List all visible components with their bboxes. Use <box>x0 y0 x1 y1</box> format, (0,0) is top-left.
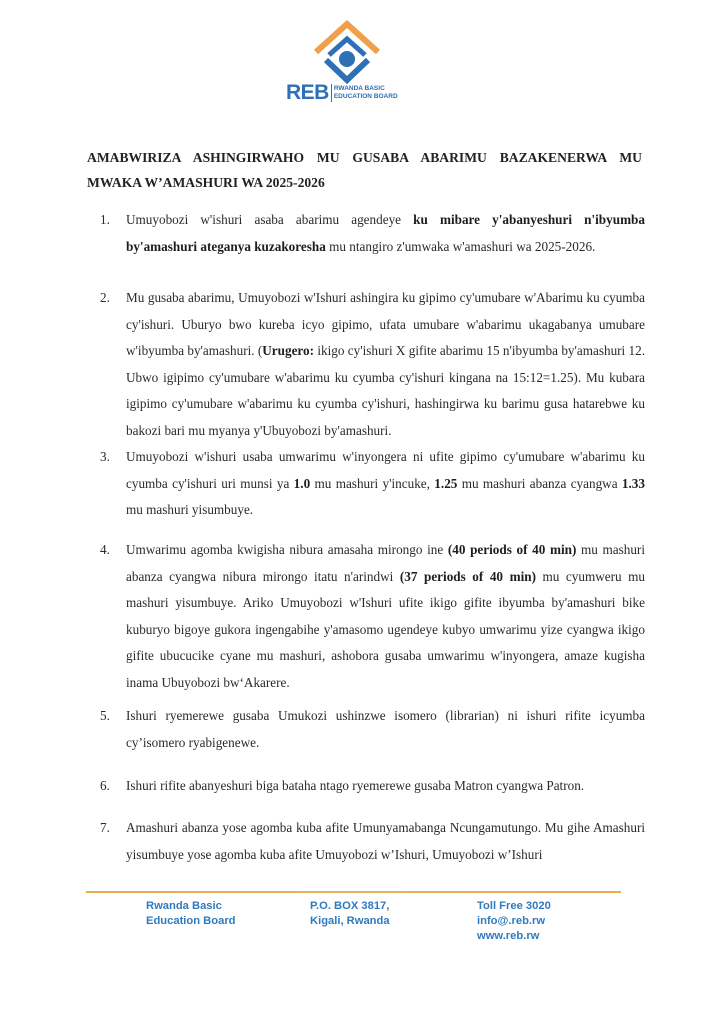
list-item <box>90 207 645 260</box>
item-text-segment: mu ntangiro z'umwaka w'amashuri wa 2025-2026. <box>325 238 596 254</box>
reb-logo <box>280 20 444 104</box>
footer-org-line-2: Education Board <box>146 915 236 927</box>
item-number: 2. <box>100 290 110 305</box>
list-item <box>90 815 645 868</box>
item-text-segment: Umwarimu agomba kwigisha nibura amasaha mirongo ine <box>126 542 448 557</box>
item-text-segment: Ishuri ryemerewe gusaba Umukozi ushinzwe isomero (librarian) ni ishuri rifite icyumba cy’isomero ryabigenewe. <box>126 708 645 750</box>
item-number: 4. <box>100 542 110 557</box>
list-item <box>90 537 645 696</box>
item-text <box>126 285 645 444</box>
item-text-segment: mu cyumweru mu mashuri yisumbuye. Ariko Umuyobozi w'Ishuri ufite ikigo gifite ibyumba by'amashuri bike kuburyo bigoye gukora ingengabihe y'amasomo ugendeye kubyo umwarimu yize cyangwa ikigo gifite ubucucike cyane mu mashuri, ashobora gusaba umwarimu w'inyongera, amaze kugisha inama Ubuyobozi bw‘Akarere. <box>126 568 645 690</box>
footer-contact <box>477 899 551 944</box>
item-number: 6. <box>100 778 110 793</box>
reb-emblem-icon <box>310 20 384 88</box>
item-text-segment: ikigo cy'ishuri X gifite abarimu 15 n'ibyumba by'amashuri 12. Ubwo igipimo cy'umubare w'abarimu ku cyumba cy'ishuri kingana na 15:12=1.25). Mu kubara igipimo cy'umubare w'abarimu ku cyumba cy'ishuri, hashingirwa ku barimu gusa hatarebwe ku bakozi bari mu myanya y'Ubuyobozi by'amashuri. <box>126 343 646 438</box>
logo-wordmark <box>286 82 398 103</box>
title-line-2: MWAKA W’AMASHURI WA 2025-2026 <box>87 175 325 190</box>
item-number: 3. <box>100 449 110 464</box>
item-text-bold: Urugero: <box>262 343 315 358</box>
item-text-bold: (37 periods of 40 min) <box>399 568 536 584</box>
logo-abbrev: REB <box>286 81 329 104</box>
title-line-1: AMABWIRIZA ASHINGIRWAHO MU GUSABA ABARIMU BAZAKENERWA MU <box>87 150 642 165</box>
item-text-bold: 1.33 <box>621 475 645 491</box>
footer-po-box: P.O. BOX 3817, <box>310 900 390 912</box>
logo-line-2: EDUCATION BOARD <box>333 92 398 100</box>
footer-toll-free: Toll Free 3020 <box>477 900 551 912</box>
list-item <box>90 444 645 524</box>
item-number: 5. <box>100 708 110 723</box>
footer-org-line-1: Rwanda Basic <box>146 900 222 912</box>
list-item <box>90 703 645 756</box>
item-text <box>126 207 645 260</box>
item-text <box>126 815 645 868</box>
item-text-segment: Umuyobozi w'ishuri usaba umwarimu w'inyongera ni ufite gipimo cy'umubare w'abarimu ku cyumba cy'ishuri uri munsi ya <box>126 449 645 491</box>
item-text-segment: Amashuri abanza yose agomba kuba afite Umunyamabanga Ncungamutungo. Mu gihe Amashuri yisumbuye yose agomba kuba afite Umuyobozi w’Ishuri, Umuyobozi w’Ishuri <box>126 820 645 862</box>
footer-email-link[interactable]: info@.reb.rw <box>477 915 546 927</box>
footer-city: Kigali, Rwanda <box>310 915 390 927</box>
logo-fullname <box>334 85 398 101</box>
footer-address <box>310 899 390 929</box>
item-number: 1. <box>100 212 110 227</box>
document-title <box>87 145 642 195</box>
logo-divider <box>331 84 332 102</box>
item-text-segment: mu mashuri y'incuke, <box>310 475 435 491</box>
item-text-segment: mu mashuri abanza cyangwa <box>457 475 622 491</box>
item-text <box>126 773 645 800</box>
logo-line-1: RWANDA BASIC <box>333 84 385 92</box>
footer-organization <box>146 899 236 929</box>
item-text-segment: Mu gusaba abarimu, Umuyobozi w'Ishuri ashingira ku gipimo cy'umubare w'Abarimu ku cyumba cy'ishuri. Uburyo bwo kureba icyo gipimo, ufata umubare w'abarimu ukagabanya umubare w'ibyumba by'amashuri. ( <box>126 290 645 358</box>
item-text <box>126 537 645 696</box>
item-text-bold: 1.0 <box>293 475 311 491</box>
item-text-segment: mu mashuri yisumbuye. <box>126 502 254 517</box>
footer-divider <box>86 891 621 893</box>
item-text-segment: Umuyobozi w'ishuri asaba abarimu agendeye <box>126 212 414 227</box>
footer-website-link[interactable]: www.reb.rw <box>477 930 540 942</box>
list-item <box>90 285 645 444</box>
item-text-bold: ku mibare y'abanyeshuri n'ibyumba by'amashuri ateganya kuzakoresha <box>126 212 645 254</box>
item-text-bold: (40 periods of 40 min) <box>447 542 577 557</box>
item-text-segment: mu mashuri abanza cyangwa nibura mirongo itatu n'arindwi <box>126 542 645 584</box>
item-text-segment: Ishuri rifite abanyeshuri biga bataha ntago ryemerewe gusaba Matron cyangwa Patron. <box>126 778 585 793</box>
list-item <box>90 773 645 800</box>
item-text <box>126 444 645 524</box>
item-text <box>126 703 645 756</box>
item-number: 7. <box>100 820 110 835</box>
item-text-bold: 1.25 <box>434 475 458 491</box>
